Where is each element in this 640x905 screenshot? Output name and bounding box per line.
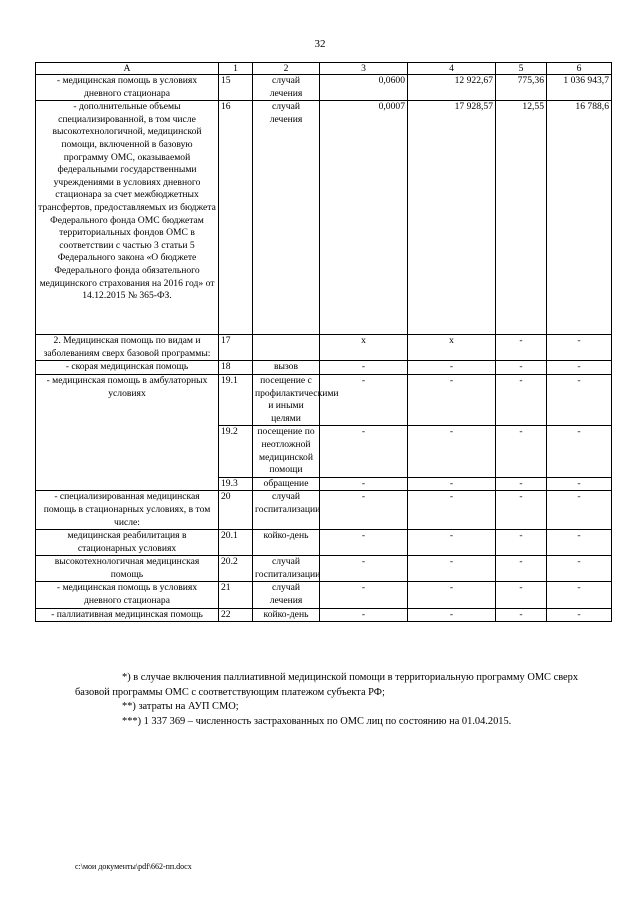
- table-row: [36, 335, 612, 361]
- table-row: [36, 530, 612, 556]
- row-number: 17: [219, 335, 253, 361]
- row-value-4: 12 922,67: [408, 75, 496, 101]
- footnotes: [75, 671, 610, 729]
- table-row: [36, 374, 612, 425]
- row-value-4: -: [408, 491, 496, 530]
- row-number: 15: [219, 75, 253, 101]
- row-description: - медицинская помощь в амбулаторных условиях: [36, 374, 219, 490]
- row-description: - скорая медицинская помощь: [36, 361, 219, 375]
- row-value-6: 16 788,6: [547, 101, 612, 335]
- column-header: 1: [219, 63, 253, 75]
- row-number: 22: [219, 608, 253, 622]
- row-unit: койко-день: [253, 608, 320, 622]
- row-value-6: -: [547, 556, 612, 582]
- table-row: [36, 491, 612, 530]
- row-description: - паллиативная медицинская помощь: [36, 608, 219, 622]
- row-description: 2. Медицинская помощь по видам и заболеваниям сверх базовой программы:: [36, 335, 219, 361]
- row-unit: посещение по неотложной медицинской помощи: [253, 426, 320, 477]
- table-row: [36, 608, 612, 622]
- row-value-3: -: [320, 608, 408, 622]
- row-value-6: -: [547, 374, 612, 425]
- row-unit: случай лечения: [253, 101, 320, 335]
- row-number: 18: [219, 361, 253, 375]
- row-value-3: 0,0600: [320, 75, 408, 101]
- row-description: - медицинская помощь в условиях дневного стационара: [36, 582, 219, 608]
- row-description: высокотехнологичная медицинская помощь: [36, 556, 219, 582]
- row-value-3: -: [320, 426, 408, 477]
- column-header: A: [36, 63, 219, 75]
- row-unit: случай лечения: [253, 582, 320, 608]
- row-value-6: 1 036 943,7: [547, 75, 612, 101]
- row-value-5: -: [496, 361, 547, 375]
- footnote: *) в случае включения паллиативной медицинской помощи в территориальную программу ОМС сверх базовой программы ОМС с соответствующим платежом субъекта РФ;: [75, 672, 579, 698]
- row-value-3: -: [320, 361, 408, 375]
- row-description: - медицинская помощь в условиях дневного стационара: [36, 75, 219, 101]
- row-value-3: x: [320, 335, 408, 361]
- column-header: 2: [253, 63, 320, 75]
- row-value-5: 12,55: [496, 101, 547, 335]
- row-number: 19.3: [219, 477, 253, 491]
- row-unit: койко-день: [253, 530, 320, 556]
- row-description: - дополнительные объемы специализированной, в том числе высокотехнологичной, медицинской помощи, включенной в базовую программу ОМС, оказываемой федеральными государственными учреждениями в условиях дневного стационара за счет межбюджетных трансфертов, предоставляемых из бюджета Федерального фонда ОМС бюджетам территориальных фондов ОМС в соответствии с частью 3 статьи 5 Федерального закона «О бюджете Федерального фонда обязательного медицинского страхования на 2016 год» от 14.12.2015 № 365-ФЗ.: [36, 101, 219, 335]
- row-unit: случай госпитализации: [253, 491, 320, 530]
- row-unit: обращение: [253, 477, 320, 491]
- row-value-6: -: [547, 477, 612, 491]
- column-header: 3: [320, 63, 408, 75]
- footnote: ***) 1 337 369 – численность застрахованных по ОМС лиц по состоянию на 01.04.2015.: [122, 715, 512, 727]
- row-value-5: -: [496, 426, 547, 477]
- row-unit: посещение с профилактическими и иными целями: [253, 374, 320, 425]
- table-row: [36, 75, 612, 101]
- row-value-5: -: [496, 491, 547, 530]
- row-value-6: -: [547, 361, 612, 375]
- row-value-4: -: [408, 556, 496, 582]
- row-description: медицинская реабилитация в стационарных условиях: [36, 530, 219, 556]
- row-value-6: -: [547, 426, 612, 477]
- page-number: 32: [314, 38, 326, 50]
- row-value-3: -: [320, 556, 408, 582]
- row-number: 16: [219, 101, 253, 335]
- row-number: 19.1: [219, 374, 253, 425]
- row-value-4: x: [408, 335, 496, 361]
- row-number: 20: [219, 491, 253, 530]
- table-row: [36, 101, 612, 335]
- table-row: [36, 582, 612, 608]
- row-value-3: 0,0007: [320, 101, 408, 335]
- row-value-3: -: [320, 477, 408, 491]
- row-value-4: -: [408, 426, 496, 477]
- row-value-5: -: [496, 608, 547, 622]
- row-value-5: -: [496, 374, 547, 425]
- row-description: - специализированная медицинская помощь в стационарных условиях, в том числе:: [36, 491, 219, 530]
- row-number: 21: [219, 582, 253, 608]
- row-unit: [253, 335, 320, 361]
- row-value-4: -: [408, 582, 496, 608]
- row-value-3: -: [320, 491, 408, 530]
- row-value-6: -: [547, 335, 612, 361]
- row-value-5: -: [496, 556, 547, 582]
- row-value-5: -: [496, 582, 547, 608]
- row-value-5: -: [496, 335, 547, 361]
- column-header: 5: [496, 63, 547, 75]
- row-value-4: 17 928,57: [408, 101, 496, 335]
- row-value-4: -: [408, 374, 496, 425]
- file-path-footer: c:\мои документы\pdf\662-пп.docx: [75, 862, 192, 871]
- column-header: 6: [547, 63, 612, 75]
- row-value-6: -: [547, 491, 612, 530]
- row-number: 19.2: [219, 426, 253, 477]
- row-value-6: -: [547, 608, 612, 622]
- row-value-5: -: [496, 530, 547, 556]
- row-value-3: -: [320, 374, 408, 425]
- column-header: 4: [408, 63, 496, 75]
- row-unit: случай лечения: [253, 75, 320, 101]
- row-value-3: -: [320, 530, 408, 556]
- row-value-5: 775,36: [496, 75, 547, 101]
- row-value-4: -: [408, 361, 496, 375]
- row-number: 20.1: [219, 530, 253, 556]
- row-number: 20.2: [219, 556, 253, 582]
- row-value-4: -: [408, 477, 496, 491]
- footnote: **) затраты на АУП СМО;: [122, 701, 239, 713]
- row-value-6: -: [547, 530, 612, 556]
- table-row: [36, 361, 612, 375]
- row-value-4: -: [408, 530, 496, 556]
- row-unit: случай госпитализации: [253, 556, 320, 582]
- table-row: [36, 556, 612, 582]
- row-value-4: -: [408, 608, 496, 622]
- row-value-3: -: [320, 582, 408, 608]
- row-value-6: -: [547, 582, 612, 608]
- row-unit: вызов: [253, 361, 320, 375]
- table-header-row: [36, 63, 612, 75]
- row-value-5: -: [496, 477, 547, 491]
- data-table: [35, 62, 612, 622]
